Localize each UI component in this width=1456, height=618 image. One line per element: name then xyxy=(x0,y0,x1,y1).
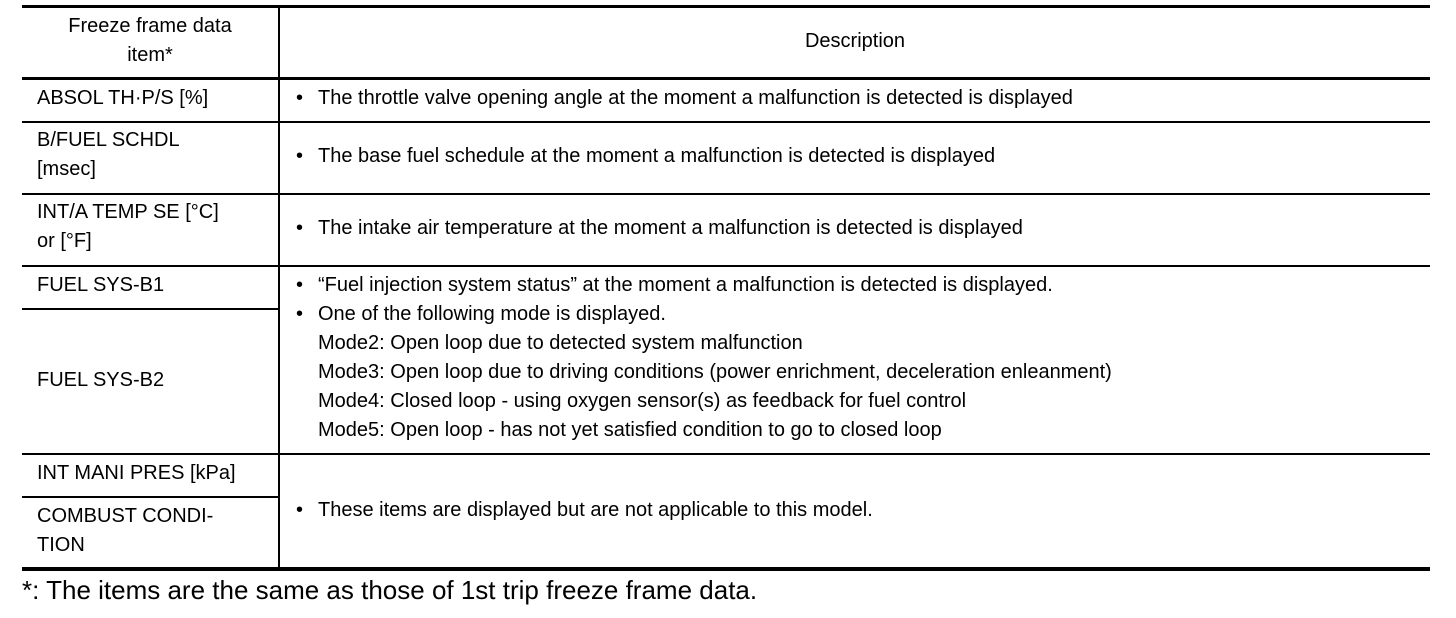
description-text: The throttle valve opening angle at the moment a malfunction is detected is displayed xyxy=(318,87,1073,109)
footnote: *: The items are the same as those of 1st trip freeze frame data. xyxy=(22,575,758,605)
mode-line: Mode5: Open loop - has not yet satisfied condition to go to closed loop xyxy=(318,419,942,441)
column-divider xyxy=(278,5,280,570)
description-text: The base fuel schedule at the moment a malfunction is detected is displayed xyxy=(318,145,996,167)
header-item-cell xyxy=(22,12,278,70)
description-text: These items are displayed but are not applicable to this model. xyxy=(318,499,873,521)
row-divider xyxy=(22,121,1430,123)
table-top-rule xyxy=(22,5,1430,8)
item-cell xyxy=(37,502,213,560)
description-cell xyxy=(296,496,873,525)
description-text: The intake air temperature at the moment a malfunction is detected is displayed xyxy=(318,217,1023,239)
bullet-icon: • xyxy=(296,303,304,325)
item-label: COMBUST CONDI- xyxy=(37,505,214,527)
item-label: FUEL SYS-B1 xyxy=(37,274,165,296)
header-item-label: item* xyxy=(127,44,173,66)
header-description-label: Description xyxy=(804,30,906,52)
description-text: “Fuel injection system status” at the moment a malfunction is detected is displayed. xyxy=(318,274,1053,296)
item-cell xyxy=(37,459,236,488)
mode-line: Mode4: Closed loop - using oxygen sensor(s) as feedback for fuel control xyxy=(318,390,967,412)
sub-row-divider xyxy=(22,496,278,498)
item-label: ABSOL TH·P/S [%] xyxy=(37,87,209,109)
item-label: TION xyxy=(37,534,85,556)
description-cell xyxy=(296,271,1112,445)
bullet-icon: • xyxy=(296,217,304,239)
bullet-icon: • xyxy=(296,145,304,167)
bullet-icon: • xyxy=(296,499,304,521)
header-description-cell xyxy=(280,27,1430,56)
mode-line: Mode2: Open loop due to detected system malfunction xyxy=(318,332,803,354)
sub-row-divider xyxy=(22,308,278,310)
header-bottom-rule xyxy=(22,77,1430,80)
bullet-icon: • xyxy=(296,87,304,109)
item-label: [msec] xyxy=(37,158,96,180)
header-item-label: Freeze frame data xyxy=(68,15,232,37)
item-cell xyxy=(37,126,180,184)
item-label: FUEL SYS-B2 xyxy=(37,369,165,391)
mode-line: Mode3: Open loop due to driving conditions (power enrichment, deceleration enleanment) xyxy=(318,361,1112,383)
item-label: INT MANI PRES [kPa] xyxy=(37,462,236,484)
item-label: INT/A TEMP SE [°C] xyxy=(37,201,219,223)
row-divider xyxy=(22,453,1430,455)
item-cell xyxy=(37,271,164,300)
item-label: B/FUEL SCHDL xyxy=(37,129,180,151)
description-cell xyxy=(296,142,995,171)
row-divider xyxy=(22,265,1430,267)
freeze-frame-data-table xyxy=(22,5,1430,570)
item-cell xyxy=(37,84,208,113)
bullet-icon: • xyxy=(296,274,304,296)
description-text: One of the following mode is displayed. xyxy=(318,303,666,325)
item-cell xyxy=(37,366,164,395)
description-cell xyxy=(296,84,1073,113)
item-label: or [°F] xyxy=(37,230,92,252)
row-divider xyxy=(22,193,1430,195)
description-cell xyxy=(296,214,1023,243)
table-bottom-rule xyxy=(22,567,1430,571)
item-cell xyxy=(37,198,219,256)
